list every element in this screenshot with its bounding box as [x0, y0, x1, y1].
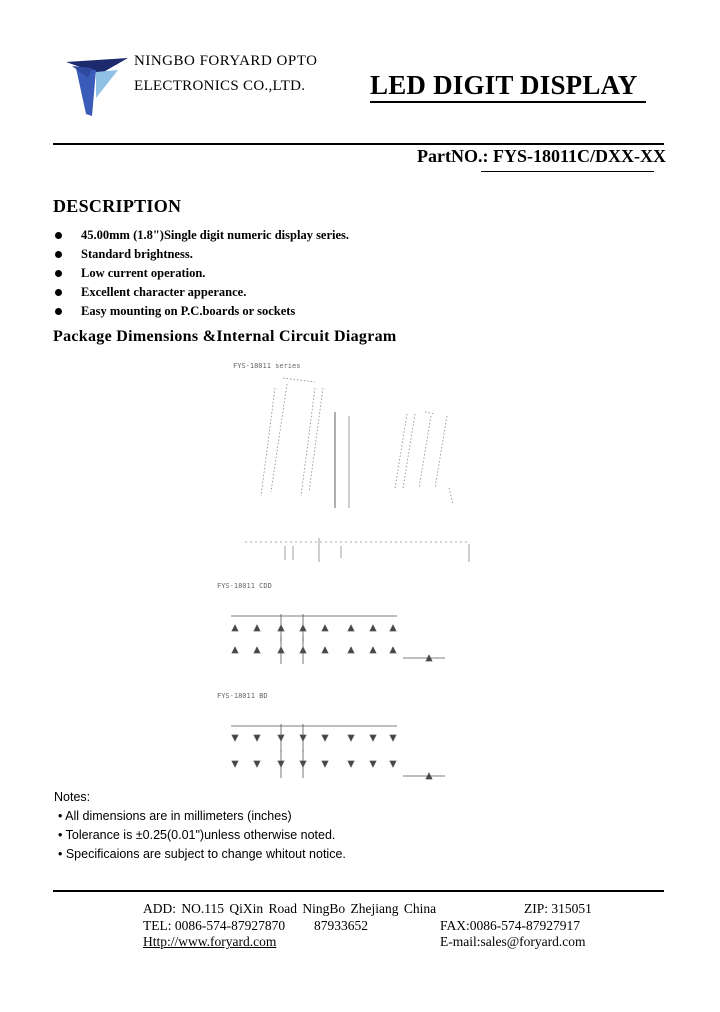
- note-item: • Specificaions are subject to change whitout notice.: [58, 847, 346, 861]
- company-name-line2: ELECTRONICS CO.,LTD.: [134, 78, 306, 94]
- description-item: Excellent character apperance.: [53, 283, 349, 302]
- company-email: E-mail:sales@foryard.com: [440, 934, 586, 949]
- led-symbol-icon: [348, 625, 354, 631]
- company-telephone-2: 87933652: [314, 918, 368, 933]
- led-symbol-icon: [390, 735, 396, 741]
- foryard-logo-icon: [66, 58, 128, 116]
- diagram-label: FYS-18011 series: [233, 362, 301, 370]
- note-item: • All dimensions are in millimeters (inches): [58, 809, 292, 823]
- bullet-icon: [55, 232, 62, 239]
- led-symbol-icon: [390, 625, 396, 631]
- led-symbol-icon: [370, 647, 376, 653]
- led-symbol-icon: [322, 761, 328, 767]
- description-item: Standard brightness.: [53, 245, 349, 264]
- led-symbol-icon: [322, 625, 328, 631]
- diagram-label: FYS-18011 BD: [217, 692, 268, 700]
- description-heading: DESCRIPTION: [53, 196, 182, 216]
- led-symbol-icon: [370, 761, 376, 767]
- led-symbol-icon: [232, 761, 238, 767]
- package-circuit-diagram: [215, 358, 485, 800]
- led-symbol-icon: [232, 647, 238, 653]
- diagram-label: FYS-18011 CDD: [217, 582, 272, 590]
- led-symbol-icon: [254, 761, 260, 767]
- led-symbol-icon: [254, 735, 260, 741]
- website-link[interactable]: Http://www.foryard.com: [143, 934, 277, 949]
- note-item: • Tolerance is ±0.25(0.01")unless otherwise noted.: [58, 828, 336, 842]
- led-symbol-icon: [370, 625, 376, 631]
- part-number-underline: [481, 171, 654, 172]
- company-name-line1: NINGBO FORYARD OPTO: [134, 53, 318, 69]
- led-symbol-icon: [348, 647, 354, 653]
- part-number: PartNO.: FYS-18011C/DXX-XX: [417, 146, 666, 166]
- header-divider: [53, 143, 664, 145]
- led-symbol-icon: [322, 735, 328, 741]
- led-symbol-icon: [348, 761, 354, 767]
- company-address: ADD: NO.115 QiXin Road NingBo Zhejiang China: [143, 901, 437, 916]
- notes-title: Notes:: [54, 790, 91, 804]
- description-item: Low current operation.: [53, 264, 349, 283]
- bullet-icon: [55, 289, 62, 296]
- company-telephone: TEL: 0086-574-87927870: [143, 918, 286, 933]
- notes-section: [54, 790, 346, 866]
- led-symbol-icon: [254, 625, 260, 631]
- bullet-icon: [55, 251, 62, 258]
- led-symbol-icon: [348, 735, 354, 741]
- title-underline: [370, 101, 646, 103]
- description-list: [53, 226, 349, 321]
- footer-divider: [53, 890, 664, 892]
- led-symbol-icon: [390, 761, 396, 767]
- led-symbol-icon: [370, 735, 376, 741]
- led-symbol-icon: [322, 647, 328, 653]
- company-zip: ZIP: 315051: [524, 901, 592, 916]
- led-symbol-icon: [232, 625, 238, 631]
- bullet-icon: [55, 270, 62, 277]
- company-fax: FAX:0086-574-87927917: [440, 918, 580, 933]
- led-symbol-icon: [390, 647, 396, 653]
- document-title: LED DIGIT DISPLAY: [370, 70, 638, 100]
- description-item: 45.00mm (1.8")Single digit numeric display series.: [53, 226, 349, 245]
- led-symbol-icon: [232, 735, 238, 741]
- package-heading: Package Dimensions &Internal Circuit Diagram: [53, 328, 397, 345]
- description-item: Easy mounting on P.C.boards or sockets: [53, 302, 349, 321]
- led-symbol-icon: [254, 647, 260, 653]
- bullet-icon: [55, 308, 62, 315]
